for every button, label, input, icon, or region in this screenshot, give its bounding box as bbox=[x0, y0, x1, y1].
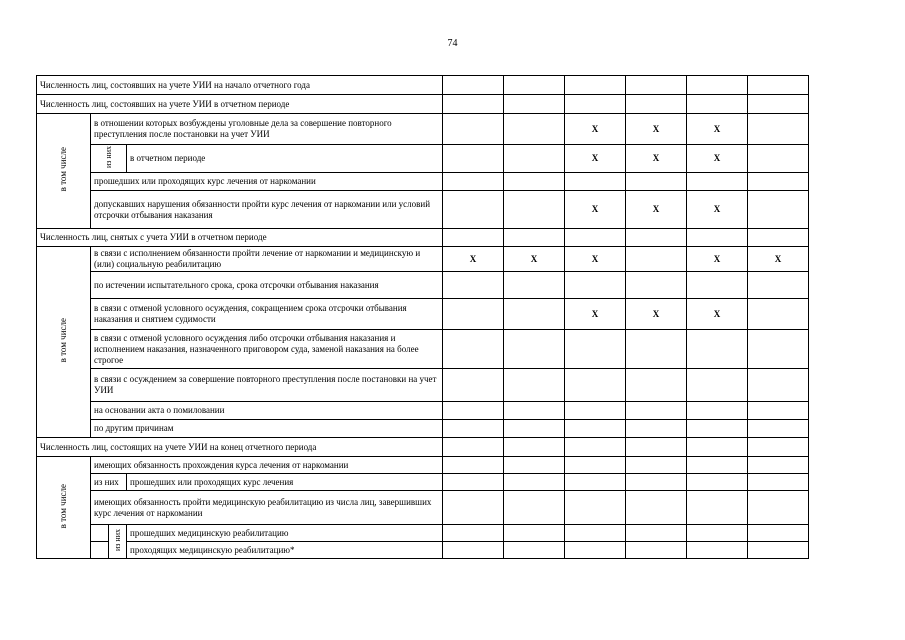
x-mark: X bbox=[687, 247, 748, 272]
x-mark: X bbox=[687, 191, 748, 229]
table-row bbox=[37, 542, 809, 559]
table-row bbox=[37, 438, 809, 457]
table-row bbox=[37, 525, 809, 542]
row-label: Численность лиц, снятых с учета УИИ в отчетном периоде bbox=[37, 229, 443, 247]
side-label: в том числе bbox=[37, 247, 91, 438]
table-row bbox=[37, 330, 809, 369]
row-label: Численность лиц, состоящих на учете УИИ на конец отчетного периода bbox=[37, 438, 443, 457]
row-label: Численность лиц, состоявших на учете УИИ в отчетном периоде bbox=[37, 95, 443, 114]
table-row bbox=[37, 420, 809, 438]
table-row bbox=[37, 457, 809, 474]
row-label: имеющих обязанность прохождения курса лечения от наркомании bbox=[91, 457, 443, 474]
row-label: Численность лиц, состоявших на учете УИИ на начало отчетного года bbox=[37, 76, 443, 95]
x-mark: X bbox=[504, 247, 565, 272]
report-table bbox=[36, 75, 809, 559]
row-label: прошедших медицинскую реабилитацию bbox=[127, 525, 443, 542]
row-label: в отношении которых возбуждены уголовные дела за совершение повторного преступления после постановки на учет УИИ bbox=[91, 114, 443, 145]
x-mark: X bbox=[748, 247, 809, 272]
row-label: допускавших нарушения обязанности пройти курс лечения от наркомании или условий отсрочки отбывания наказания bbox=[91, 191, 443, 229]
row-label: прошедших или проходящих курс лечения bbox=[127, 474, 443, 491]
table-row bbox=[37, 247, 809, 272]
row-label: в связи с отменой условного осуждения, сокращением срока отсрочки отбывания наказания и снятием судимости bbox=[91, 299, 443, 330]
x-mark: X bbox=[626, 191, 687, 229]
row-label: в связи с исполнением обязанности пройти лечение от наркомании и медицинскую и (или) социальную реабилитацию bbox=[91, 247, 443, 272]
x-mark: X bbox=[626, 299, 687, 330]
table-row bbox=[37, 191, 809, 229]
side-label: из них bbox=[91, 474, 127, 491]
side-label: в том числе bbox=[37, 114, 91, 229]
x-mark: X bbox=[687, 145, 748, 173]
row-label: в связи с осуждением за совершение повторного преступления после постановки на учет УИИ bbox=[91, 369, 443, 402]
row-label: прошедших или проходящих курс лечения от наркомании bbox=[91, 173, 443, 191]
side-label: из них bbox=[91, 145, 127, 173]
table-row bbox=[37, 299, 809, 330]
x-mark: X bbox=[565, 247, 626, 272]
page-number: 74 bbox=[447, 38, 458, 49]
x-mark: X bbox=[687, 299, 748, 330]
x-mark: X bbox=[626, 114, 687, 145]
row-label: проходящих медицинскую реабилитацию* bbox=[127, 542, 443, 559]
x-mark: X bbox=[565, 145, 626, 173]
row-label: в отчетном периоде bbox=[127, 145, 443, 173]
table-row bbox=[37, 474, 809, 491]
row-label: имеющих обязанность пройти медицинскую реабилитацию из числа лиц, завершивших курс лечения от наркомании bbox=[91, 491, 443, 525]
row-label: на основании акта о помиловании bbox=[91, 402, 443, 420]
x-mark: X bbox=[565, 114, 626, 145]
side-label: в том числе bbox=[37, 457, 91, 559]
x-mark: X bbox=[687, 114, 748, 145]
x-mark: X bbox=[565, 191, 626, 229]
table-row bbox=[37, 402, 809, 420]
table-row bbox=[37, 369, 809, 402]
row-label: по другим причинам bbox=[91, 420, 443, 438]
table-row bbox=[37, 229, 809, 247]
side-label: из них bbox=[109, 525, 127, 559]
row-label: по истечении испытательного срока, срока отсрочки отбывания наказания bbox=[91, 272, 443, 299]
table-row bbox=[37, 145, 809, 173]
x-mark: X bbox=[443, 247, 504, 272]
x-mark: X bbox=[565, 299, 626, 330]
table-row bbox=[37, 272, 809, 299]
x-mark: X bbox=[626, 145, 687, 173]
table-row bbox=[37, 173, 809, 191]
table-row bbox=[37, 114, 809, 145]
table-row bbox=[37, 76, 809, 95]
table-row bbox=[37, 491, 809, 525]
row-label: в связи с отменой условного осуждения либо отсрочки отбывания наказания и исполнением наказания, назначенного приговором суда, заменой наказания на более строгое bbox=[91, 330, 443, 369]
table-row bbox=[37, 95, 809, 114]
